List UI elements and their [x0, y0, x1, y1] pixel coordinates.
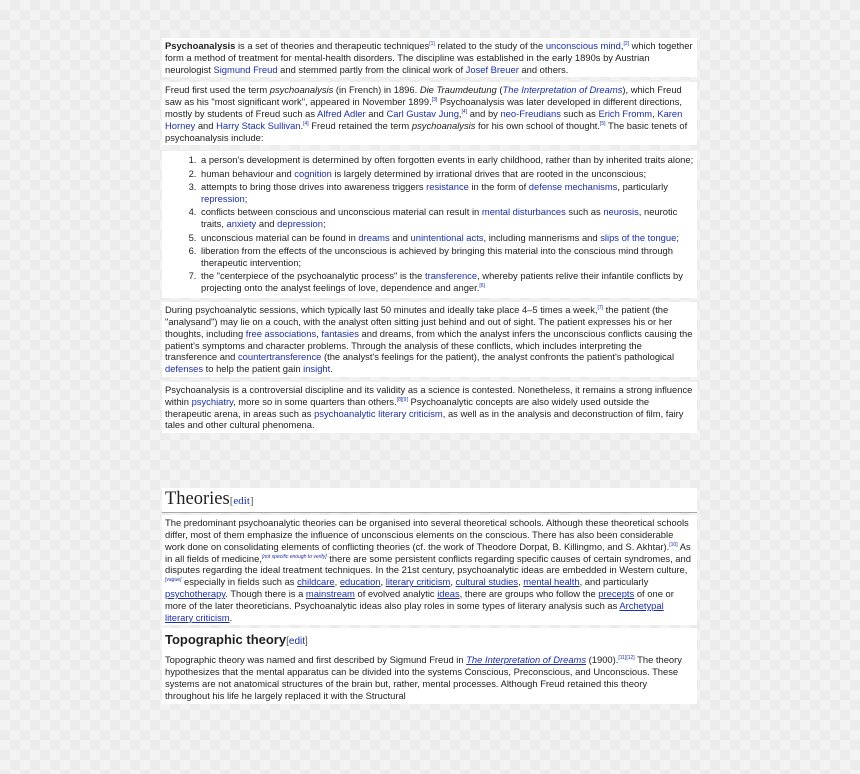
link-mainstream[interactable]: mainstream	[305, 588, 355, 600]
link-sigmund-freud[interactable]: Sigmund Freud	[213, 63, 278, 75]
list-item: 4. conflicts between conscious and unconscious material can result in mental disturbances such as neurosis, neurotic traits, anxiety and depression;	[199, 206, 694, 230]
link-childcare[interactable]: childcare	[297, 576, 335, 588]
citation[interactable]: [7]	[597, 305, 604, 312]
link-neo-freudians[interactable]: neo-Freudians	[500, 107, 561, 119]
link-alfred-adler[interactable]: Alfred Adler	[317, 107, 366, 119]
citation-vague[interactable]: [vague]	[165, 577, 182, 584]
link-karen-horney[interactable]: Karen Horney	[165, 107, 683, 131]
tenets-list	[162, 151, 697, 298]
citation-needed[interactable]: [not specific enough to verify]	[261, 553, 327, 560]
link-unintentional-acts[interactable]: unintentional acts	[410, 231, 484, 243]
link-cultural-studies[interactable]: cultural studies	[455, 576, 519, 588]
link-transference[interactable]: transference	[424, 270, 478, 282]
link-interpretation-of-dreams[interactable]: The Interpretation of Dreams	[466, 654, 587, 666]
citation[interactable]: [3]	[431, 97, 438, 104]
link-fantasies[interactable]: fantasies	[321, 327, 359, 339]
link-unconscious-mind[interactable]: unconscious mind	[545, 40, 621, 51]
link-anxiety[interactable]: anxiety	[226, 218, 257, 230]
link-ideas[interactable]: ideas	[437, 588, 460, 600]
edit-section: [edit]	[229, 495, 254, 508]
section-heading-theories: Theories[edit]	[162, 488, 697, 513]
link-mental-health[interactable]: mental health	[523, 576, 580, 588]
citation[interactable]: [5]	[600, 120, 606, 127]
link-free-associations[interactable]: free associations	[245, 327, 317, 339]
link-education[interactable]: education	[339, 576, 381, 588]
citation[interactable]: [2]	[623, 40, 630, 47]
link-cognition[interactable]: cognition	[294, 167, 332, 179]
list-item: 5. unconscious material can be found in dreams and unintentional acts, including mannerisms and slips of the tongue;	[199, 232, 694, 244]
link-neurosis[interactable]: neurosis	[603, 206, 639, 218]
citation[interactable]: [4]	[461, 108, 468, 115]
term-bold: Psychoanalysis	[165, 40, 236, 51]
link-depression[interactable]: depression	[277, 218, 323, 230]
citation[interactable]: [1]	[429, 40, 435, 47]
link-slips-of-the-tongue[interactable]: slips of the tongue	[600, 231, 677, 243]
list-item: 3. attempts to bring those drives into awareness triggers resistance in the form of defense mechanisms, particularly repression;	[199, 181, 694, 205]
list-item: 1. a person's development is determined by often forgotten events in early childhood, rather than by inherited traits alone;	[199, 154, 694, 166]
link-harry-stack-sullivan[interactable]: Harry Stack Sullivan	[216, 119, 301, 131]
edit-link[interactable]: edit	[233, 495, 250, 508]
list-item: 6. liberation from the effects of the unconscious is achieved by bringing this material into the conscious mind through therapeutic intervention;	[199, 245, 694, 269]
article	[162, 38, 697, 707]
link-literary-criticism[interactable]: literary criticism	[385, 576, 451, 588]
link-erich-fromm[interactable]: Erich Fromm	[598, 107, 653, 119]
link-repression[interactable]: repression	[201, 192, 245, 204]
citation[interactable]: [10]	[669, 541, 678, 548]
section-heading-topographic-theory: Topographic theory[edit]	[162, 628, 697, 652]
controversy-paragraph: Psychoanalysis is a controversial discipline and its validity as a science is contested. Nonetheless, it remains a strong influence within psychiatry, more so in some quarters than others.[8][9] Psychoanalytic concepts are also widely used outside the therapeutic arena, in areas such as psychoanalytic literary criticism, as well as in the analysis and deconstruction of film, fairy tales and other cultural phenomena.	[162, 382, 697, 433]
edit-link[interactable]: edit	[288, 636, 306, 648]
link-psychoanalytic-literary-criticism[interactable]: psychoanalytic literary criticism	[314, 407, 443, 419]
link-defenses[interactable]: defenses	[165, 363, 204, 375]
topographic-paragraph: Topographic theory was named and first described by Sigmund Freud in The Interpretation of Dreams (1900).[11][12] The theory hypothesizes that the mental apparatus can be divided into the systems Conscious, Preconscious, and Unconscious. These systems are not anatomical structures of the brain but, rather, mental processes. Although Freud retained this theory throughout his life he largely replaced it with the Structural	[162, 652, 697, 703]
link-defense-mechanisms[interactable]: defense mechanisms	[528, 181, 618, 193]
link-dreams[interactable]: dreams	[358, 231, 390, 243]
link-psychiatry[interactable]: psychiatry	[191, 395, 234, 407]
sessions-paragraph: During psychoanalytic sessions, which typically last 50 minutes and ideally take place 4–5 times a week,[7] the patient (the "analysand") may lie on a couch, with the analyst often sitting just behind and out of sight. The patient expresses his or her thoughts, including free associations, fantasies and dreams, from which the analyst infers the unconscious conflicts causing the patient's symptoms and character problems. Through the analysis of these conflicts, which includes interpreting the transference and countertransference (the analyst's feelings for the patient), the analyst confronts the patient's pathological defenses to help the patient gain insight.	[162, 302, 697, 377]
citation[interactable]: [6]	[479, 282, 485, 289]
citation[interactable]: [4]	[303, 120, 309, 127]
link-precepts[interactable]: precepts	[598, 588, 635, 600]
link-psychotherapy[interactable]: psychotherapy	[165, 588, 226, 600]
edit-section: [edit]	[286, 636, 308, 648]
citation[interactable]: [11][12]	[618, 655, 635, 662]
intro-paragraph-2: Freud first used the term psychoanalysis (in French) in 1896. Die Traumdeutung (The Interpretation of Dreams), which Freud saw as his "most significant work", appeared in November 1899.[3] Psychoanalysis was later developed in different directions, mostly by students of Freud such as Alfred Adler and Carl Gustav Jung,[4] and by neo-Freudians such as Erich Fromm, Karen Horney and Harry Stack Sullivan.[4] Freud retained the term psychoanalysis for his own school of thought.[5] The basic tenets of psychoanalysis include:	[162, 82, 697, 145]
theories-paragraph: The predominant psychoanalytic theories can be organised into several theoretical schools. Although these theoretical schools differ, most of them emphasize the influence of unconscious elements on the conscious. There has also been considerable work done on consolidating elements of conflicting theories (cf. the work of Theodore Dorpat, B. Killingmo, and S. Akhtar).[10] As in all fields of medicine,[not specific enough to verify] there are some persistent conflicts regarding specific causes of certain syndromes, and disputes regarding the ideal treatment techniques. In the 21st century, psychoanalytic ideas are embedded in Western culture,[vague] especially in fields such as childcare, education, literary criticism, cultural studies, mental health, and particularly psychotherapy. Though there is a mainstream of evolved analytic ideas, there are groups who follow the precepts of one or more of the later theoreticians. Psychoanalytic ideas also play roles in some types of literary analysis such as Archetypal literary criticism.	[162, 515, 697, 625]
list-item: 7. the "centerpiece of the psychoanalytic process" is the transference, whereby patients relive their infantile conflicts by projecting onto the analyst feelings of love, dependence and anger.[6]	[199, 270, 694, 294]
citation[interactable]: [8][9]	[396, 396, 408, 403]
list-item: 2. human behaviour and cognition is largely determined by irrational drives that are rooted in the unconscious;	[199, 168, 694, 180]
link-insight[interactable]: insight	[303, 363, 331, 375]
link-resistance[interactable]: resistance	[426, 181, 469, 193]
link-archetypal-literary-criticism[interactable]: Archetypal literary criticism	[165, 599, 664, 623]
link-carl-jung[interactable]: Carl Gustav Jung	[386, 107, 459, 119]
intro-paragraph-1: Psychoanalysis is a set of theories and therapeutic techniques[1] related to the study of the unconscious mind,[2] which together form a method of treatment for mental-health disorders. The discipline was established in the early 1890s by Austrian neurologist Sigmund Freud and stemmed partly from the clinical work of Josef Breuer and others.	[162, 38, 697, 77]
link-josef-breuer[interactable]: Josef Breuer	[465, 63, 519, 75]
link-countertransference[interactable]: countertransference	[237, 351, 322, 363]
link-mental-disturbances[interactable]: mental disturbances	[481, 206, 566, 218]
link-interpretation-of-dreams[interactable]: The Interpretation of Dreams	[502, 84, 623, 96]
